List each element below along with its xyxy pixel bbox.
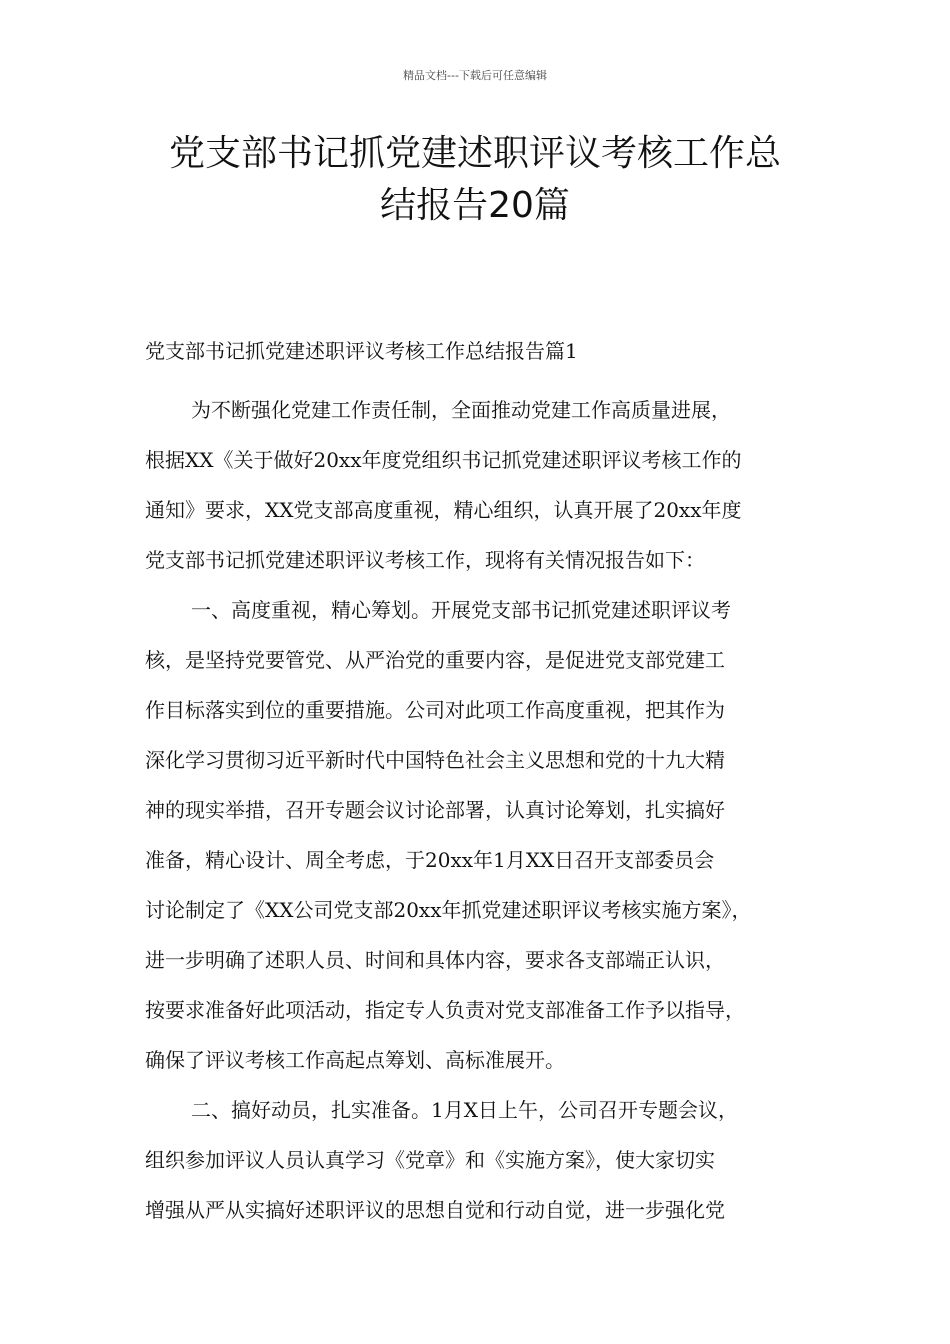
paragraph-line: 组织参加评议人员认真学习《党章》和《实施方案》，使大家切实 xyxy=(145,1148,715,1172)
paragraph-line: 确保了评议考核工作高起点筹划、高标准展开。 xyxy=(145,1048,565,1072)
paragraph-line: 增强从严从实搞好述职评议的思想自觉和行动自觉，进一步强化党 xyxy=(145,1198,725,1222)
paragraph-line: 通知》要求，XX党支部高度重视，精心组织，认真开展了20xx年度 xyxy=(145,498,742,522)
paragraph-line: 按要求准备好此项活动，指定专人负责对党支部准备工作予以指导， xyxy=(145,998,745,1022)
paragraph-line: 为不断强化党建工作责任制，全面推动党建工作高质量进展， xyxy=(191,398,731,422)
paragraph-line: 讨论制定了《XX公司党支部20xx年抓党建述职评议考核实施方案》， xyxy=(145,898,752,922)
paragraph-line: 核，是坚持党要管党、从严治党的重要内容，是促进党支部党建工 xyxy=(145,648,725,672)
paragraph-line: 深化学习贯彻习近平新时代中国特色社会主义思想和党的十九大精 xyxy=(145,748,725,772)
paragraph-line: 作目标落实到位的重要措施。公司对此项工作高度重视，把其作为 xyxy=(145,698,725,722)
header-note: 精品文档---下载后可任意编辑 xyxy=(403,69,547,82)
paragraph-line: 一、高度重视，精心筹划。开展党支部书记抓党建述职评议考 xyxy=(191,598,731,622)
paragraph-line: 二、搞好动员，扎实准备。1月X日上午，公司召开专题会议， xyxy=(191,1098,738,1122)
paragraph-line: 进一步明确了述职人员、时间和具体内容，要求各支部端正认识， xyxy=(145,948,725,972)
title-line-1: 党支部书记抓党建述职评议考核工作总 xyxy=(168,133,781,174)
paragraph-line: 党支部书记抓党建述职评议考核工作，现将有关情况报告如下： xyxy=(145,548,705,572)
paragraph-line: 准备，精心设计、周全考虑，于20xx年1月XX日召开支部委员会 xyxy=(145,848,715,872)
paragraph-line: 神的现实举措，召开专题会议讨论部署，认真讨论筹划，扎实搞好 xyxy=(145,798,725,822)
title-line-2: 结报告20篇 xyxy=(380,185,570,226)
paragraph-line: 根据XX《关于做好20xx年度党组织书记抓党建述职评议考核工作的 xyxy=(145,448,742,472)
document-title xyxy=(120,128,830,232)
section-heading: 党支部书记抓党建述职评议考核工作总结报告篇1 xyxy=(145,339,578,363)
document-body xyxy=(145,335,815,1235)
